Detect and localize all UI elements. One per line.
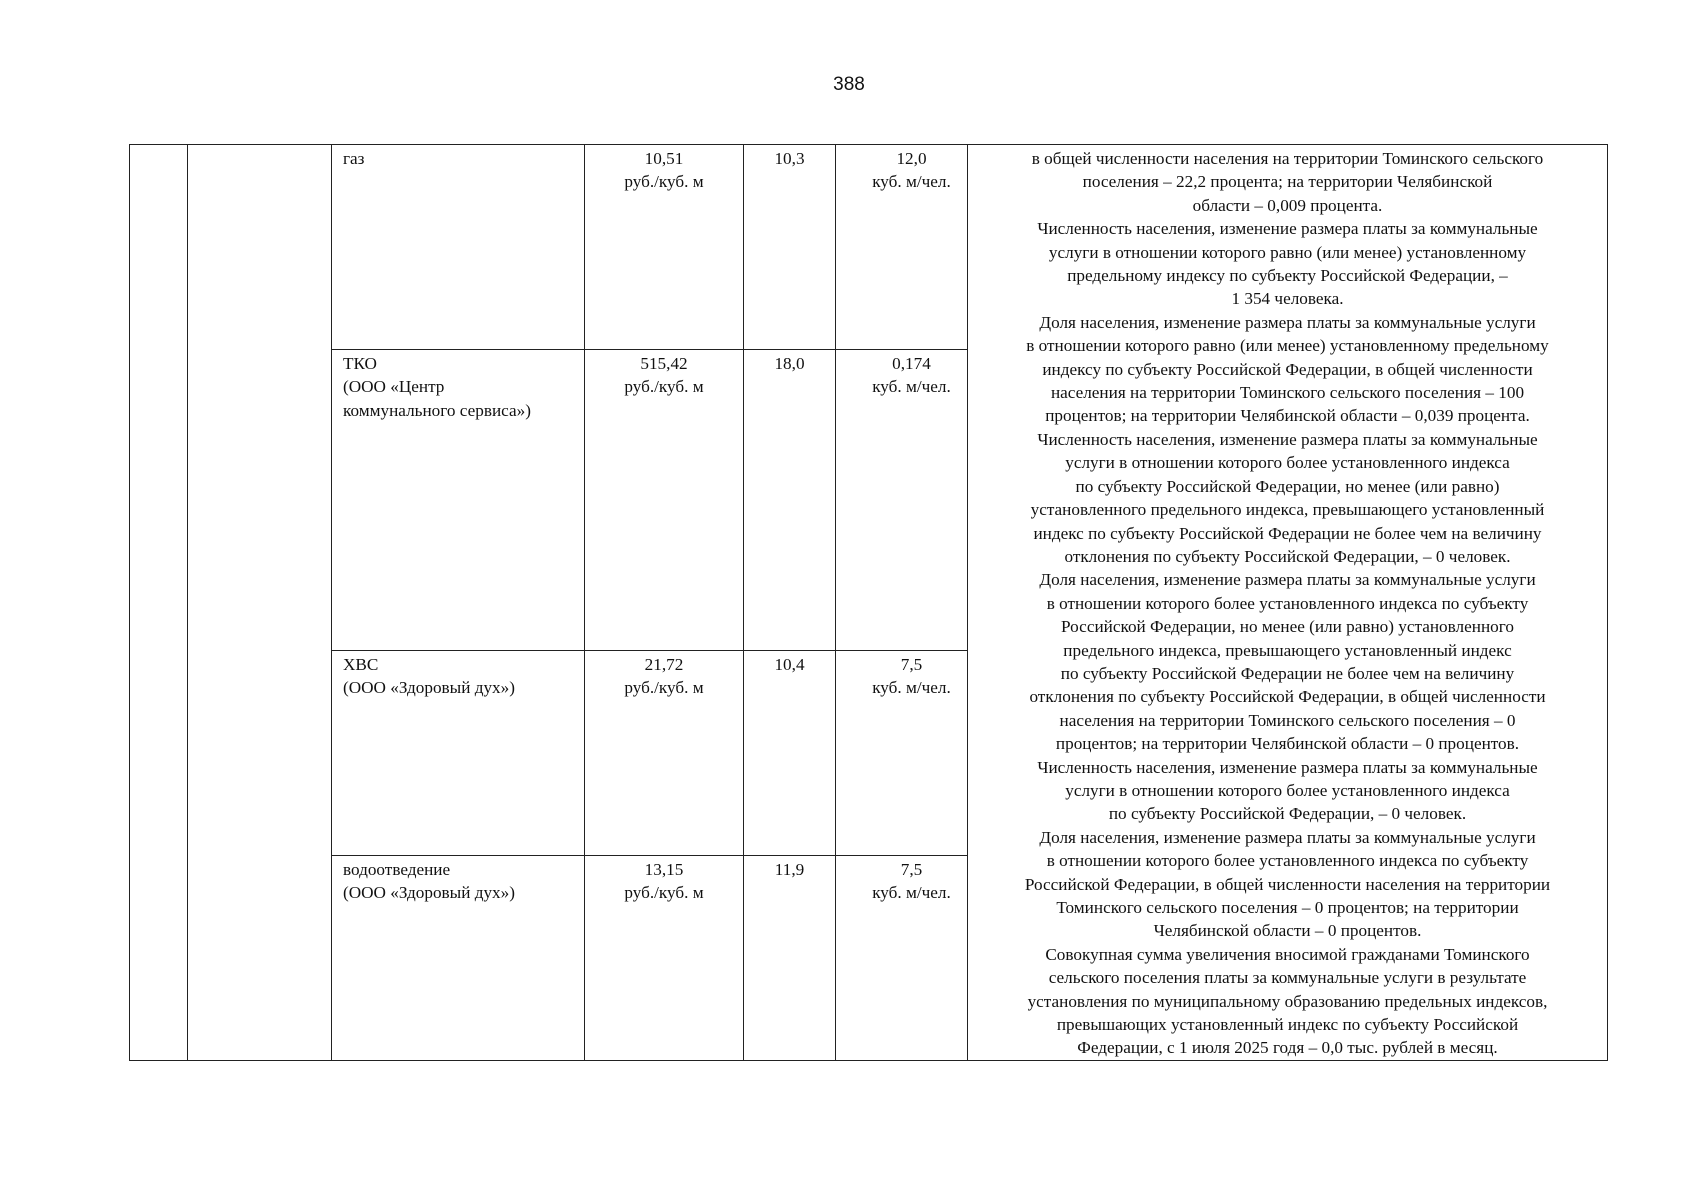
growth-cell: [744, 349, 836, 650]
tariff-value: 10,51: [644, 149, 684, 168]
norm-unit: куб. м/чел.: [872, 377, 951, 397]
empty-cell-1: [130, 145, 188, 1061]
growth-value: 11,9: [774, 859, 805, 879]
growth-value: 10,4: [774, 655, 805, 675]
tariff-unit: руб./куб. м: [624, 883, 704, 903]
service-cell: [332, 145, 585, 350]
norm-cell: [836, 349, 968, 650]
service-provider: (ООО «Центр: [343, 377, 445, 397]
growth-value: 10,3: [774, 149, 805, 168]
growth-cell: [744, 145, 836, 350]
service-name: газ: [343, 149, 365, 168]
norm-unit: куб. м/чел.: [872, 678, 951, 698]
norm-cell: [836, 855, 968, 1058]
empty-cell: [585, 1058, 744, 1060]
tariff-cell: [585, 651, 744, 856]
tariff-unit: руб./куб. м: [624, 172, 704, 192]
service-cell: [332, 349, 585, 650]
page-number: 388: [833, 74, 865, 95]
growth-cell: [744, 651, 836, 856]
norm-cell: [836, 651, 968, 856]
empty-cell: [836, 1058, 968, 1060]
service-name: ТКО: [343, 353, 377, 373]
tariff-cell: [585, 855, 744, 1058]
norm-unit: куб. м/чел.: [872, 172, 951, 192]
tariff-value: 13,15: [644, 859, 684, 879]
norm-cell: [836, 145, 968, 350]
empty-cell-2: [188, 145, 332, 1061]
tariff-unit: руб./куб. м: [624, 377, 704, 397]
service-provider: (ООО «Здоровый дух»): [343, 678, 515, 698]
norm-unit: куб. м/чел.: [872, 883, 951, 903]
norm-value: 12,0: [896, 149, 927, 168]
norm-value: 7,5: [900, 859, 923, 879]
service-provider: коммунального сервиса»): [343, 400, 531, 420]
empty-cell: [744, 1058, 836, 1060]
tariff-table: [129, 144, 1608, 1061]
tariff-unit: руб./куб. м: [624, 678, 704, 698]
tariff-cell: [585, 145, 744, 350]
empty-cell: [332, 1058, 585, 1060]
growth-value: 18,0: [774, 353, 805, 373]
tariff-cell: [585, 349, 744, 650]
service-cell: [332, 855, 585, 1058]
service-name: ХВС: [343, 655, 379, 675]
tariff-value: 21,72: [644, 655, 684, 675]
service-name: водоотведение: [343, 859, 451, 879]
norm-value: 0,174: [892, 353, 931, 373]
table-row: [130, 145, 1608, 350]
population-info-text: в общей численности населения на территории Томинского сельского поселения – 22,2 процента; на территории Челябинской области – 0,009 процента. Численность населения, изменение размера платы за коммунальные услуги в отношении которого равно (или менее) установленному предельному индексу по субъекту Российской Федерации, – 1 354 человека. Доля населения, изменение размера платы за коммунальные услуги в отношении которого равно (или менее) установленному предельному индексу по субъекту Российской Федерации, в общей численности населения на территории Томинского сельского поселения – 100 процентов; на территории Челябинской области – 0,039 процента. Численность населения, изменение размера платы за коммунальные услуги в отношении которого более установленного индекса по субъекту Российской Федерации, но менее (или равно) установленного предельного индекса, превышающего установленный индекс по субъекту Российской Федерации не более чем на величину отклонения по субъекту Российской Федерации, – 0 человек. Доля населения, изменение размера платы за коммунальные услуги в отношении которого более установленного индекса по субъекту Российской Федерации, но менее (или равно) установленного предельного индекса, превышающего установленный индекс по субъекту Российской Федерации не более чем на величину отклонения по субъекту Российской Федерации, в общей численности населения на территории Томинского сельского поселения – 0 процентов; на территории Челябинской области – 0 процентов. Численность населения, изменение размера платы за коммунальные услуги в отношении которого более установленного индекса по субъекту Российской Федерации, – 0 человек. Доля населения, изменение размера платы за коммунальные услуги в отношении которого более установленного индекса по субъекту Российской Федерации, в общей численности населения на территории Томинского сельского поселения – 0 процентов; на территории Челябинской области – 0 процентов. Совокупная сумма увеличения вносимой гражданами Томинского сельского поселения платы за коммунальные услуги в результате установления по муниципальному образованию предельных индексов, превышающих установленный индекс по субъекту Российской Федерации, с 1 июля 2025 годя – 0,0 тыс. рублей в месяц.: [968, 145, 1608, 1061]
service-provider: (ООО «Здоровый дух»): [343, 883, 515, 903]
growth-cell: [744, 855, 836, 1058]
service-cell: [332, 651, 585, 856]
norm-value: 7,5: [900, 655, 923, 675]
tariff-value: 515,42: [640, 353, 688, 373]
